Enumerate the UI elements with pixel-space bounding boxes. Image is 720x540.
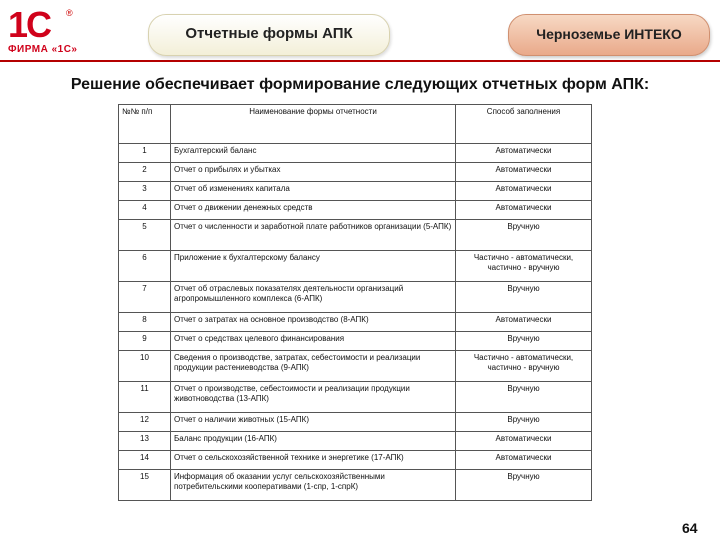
table-row [119, 413, 592, 432]
table-row [119, 182, 592, 201]
row-name: Отчет о наличии животных (15-АПК) [171, 413, 456, 432]
row-name: Отчет о сельскохозяйственной технике и энергетике (17-АПК) [171, 451, 456, 470]
subtitle: Решение обеспечивает формирование следующих отчетных форм АПК: [70, 76, 650, 93]
row-name: Отчет о затратах на основное производство (8-АПК) [171, 313, 456, 332]
table-row [119, 451, 592, 470]
row-num: 7 [119, 282, 171, 313]
row-name: Отчет об изменениях капитала [171, 182, 456, 201]
row-num: 13 [119, 432, 171, 451]
header [0, 0, 720, 66]
table-row [119, 382, 592, 413]
row-fill: Вручную [456, 220, 592, 251]
page-title: Отчетные формы АПК [185, 25, 353, 42]
registered-icon: ® [66, 8, 73, 18]
row-fill: Вручную [456, 332, 592, 351]
table-row [119, 282, 592, 313]
table-row [119, 201, 592, 220]
row-fill: Автоматически [456, 144, 592, 163]
row-fill: Автоматически [456, 163, 592, 182]
table-body [119, 144, 592, 501]
row-num: 12 [119, 413, 171, 432]
row-name: Сведения о производстве, затратах, себестоимости и реализации продукции растениеводства (9-АПК) [171, 351, 456, 382]
table-row [119, 313, 592, 332]
table-row [119, 144, 592, 163]
row-name: Отчет об отраслевых показателях деятельности организаций агропромышленного комплекса (6-АПК) [171, 282, 456, 313]
header-fill: Способ заполнения [456, 105, 592, 144]
row-num: 3 [119, 182, 171, 201]
row-fill: Частично - автоматически, частично - вручную [456, 251, 592, 282]
row-fill: Автоматически [456, 313, 592, 332]
row-fill: Автоматически [456, 451, 592, 470]
row-fill: Вручную [456, 470, 592, 501]
row-name: Бухгалтерский баланс [171, 144, 456, 163]
header-num: №№ п/п [119, 105, 171, 144]
row-fill: Вручную [456, 382, 592, 413]
header-name: Наименование формы отчетности [171, 105, 456, 144]
row-name: Баланс продукции (16-АПК) [171, 432, 456, 451]
row-fill: Автоматически [456, 432, 592, 451]
row-name: Информация об оказании услуг сельскохозяйственными потребительскими кооперативами (1-спр, 1-спрК) [171, 470, 456, 501]
row-name: Отчет о движении денежных средств [171, 201, 456, 220]
table-row [119, 351, 592, 382]
1c-logo [6, 6, 80, 56]
row-num: 1 [119, 144, 171, 163]
title-banner [148, 14, 390, 56]
table-row [119, 432, 592, 451]
row-num: 5 [119, 220, 171, 251]
row-name: Отчет о средствах целевого финансирования [171, 332, 456, 351]
row-name: Приложение к бухгалтерскому балансу [171, 251, 456, 282]
row-fill: Вручную [456, 413, 592, 432]
row-name: Отчет о производстве, себестоимости и реализации продукции животноводства (13-АПК) [171, 382, 456, 413]
row-num: 11 [119, 382, 171, 413]
row-fill: Автоматически [456, 201, 592, 220]
row-name: Отчет о численности и заработной плате работников организации (5-АПК) [171, 220, 456, 251]
company-name: Черноземье ИНТЕКО [536, 26, 682, 42]
logo-firm-label: ФИРМА «1С» [8, 44, 78, 55]
table-row [119, 332, 592, 351]
row-fill: Автоматически [456, 182, 592, 201]
table-row [119, 470, 592, 501]
row-num: 4 [119, 201, 171, 220]
row-num: 8 [119, 313, 171, 332]
table-row [119, 163, 592, 182]
row-num: 6 [119, 251, 171, 282]
row-num: 2 [119, 163, 171, 182]
row-num: 15 [119, 470, 171, 501]
report-forms-table [118, 104, 592, 501]
table-row [119, 251, 592, 282]
header-divider [0, 60, 720, 62]
row-num: 9 [119, 332, 171, 351]
table-row [119, 220, 592, 251]
row-fill: Частично - автоматически, частично - вручную [456, 351, 592, 382]
page-number: 64 [682, 520, 698, 536]
company-banner [508, 14, 710, 56]
row-num: 14 [119, 451, 171, 470]
logo-mark: 1С [8, 4, 51, 45]
row-name: Отчет о прибылях и убытках [171, 163, 456, 182]
row-fill: Вручную [456, 282, 592, 313]
row-num: 10 [119, 351, 171, 382]
table-header-row [119, 105, 592, 144]
